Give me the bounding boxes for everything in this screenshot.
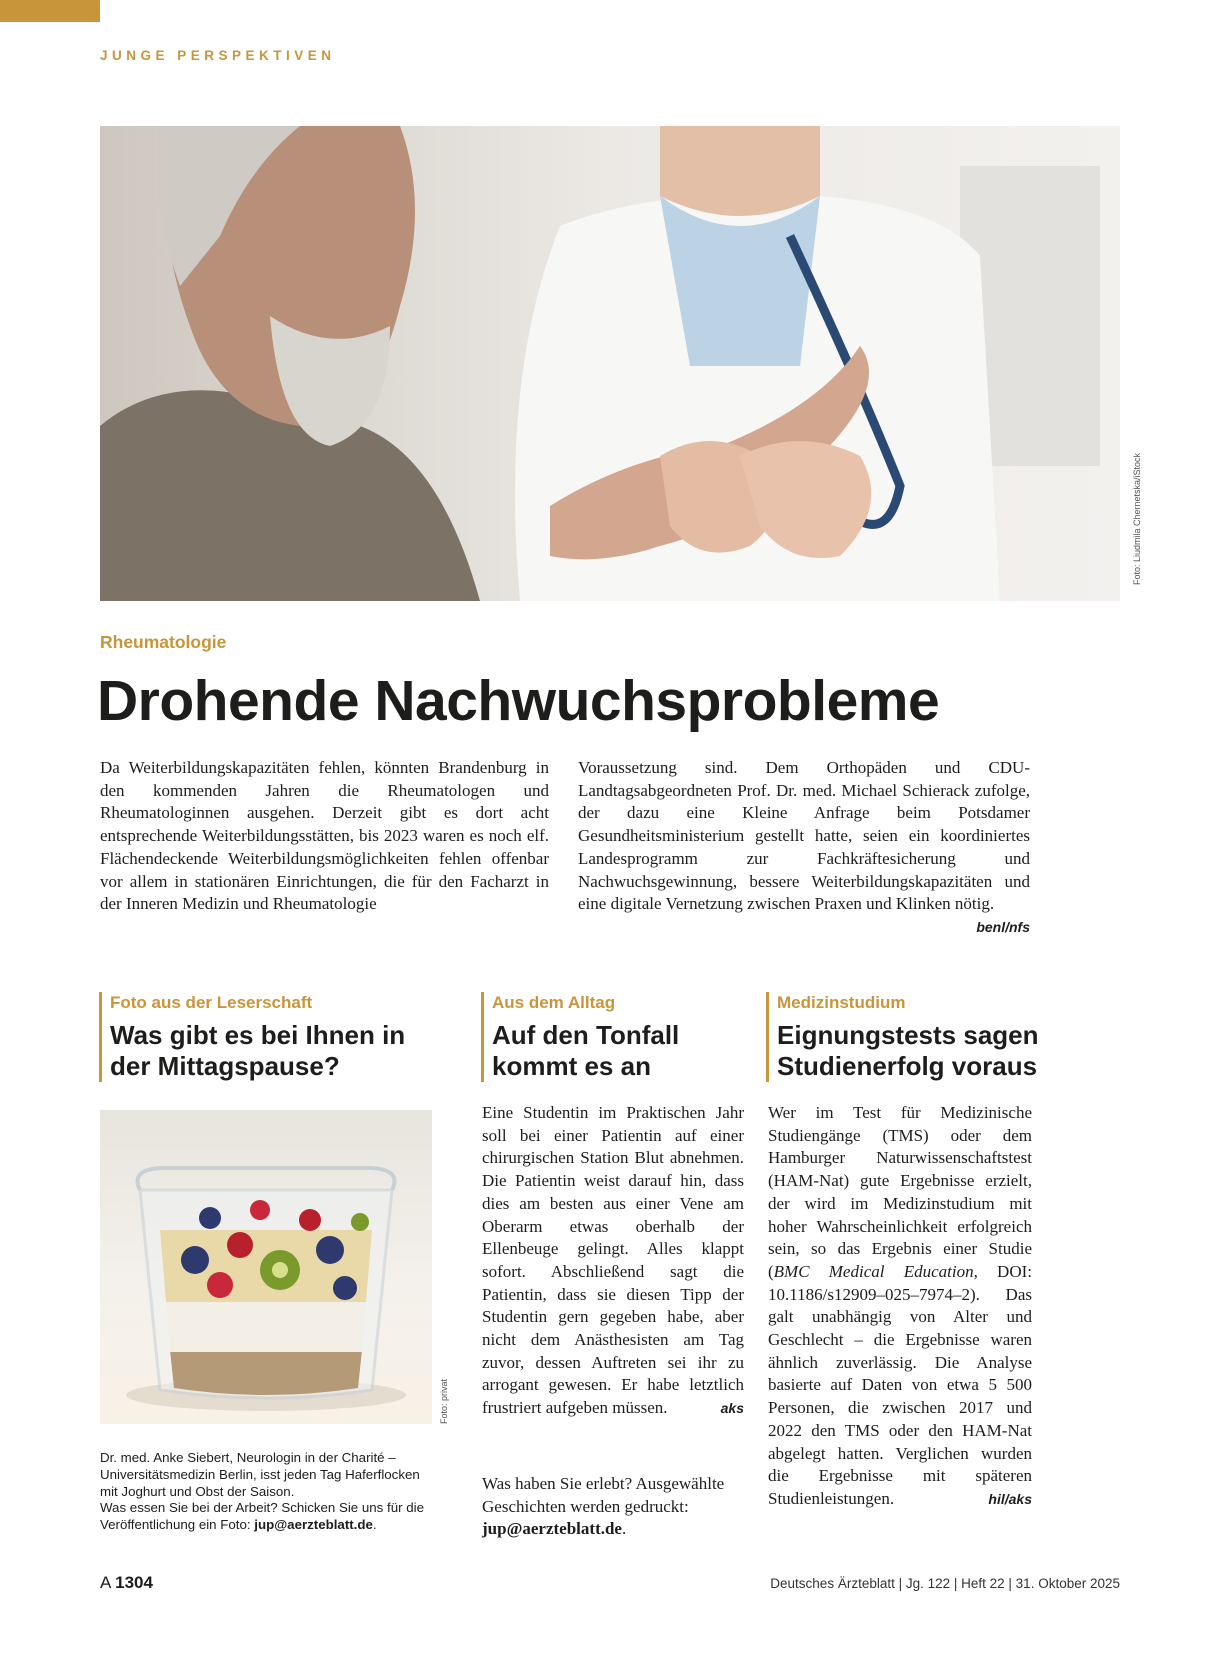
accent-bar (0, 0, 100, 22)
lead-kicker: Rheumatologie (100, 632, 227, 652)
lunch-illustration (100, 1110, 432, 1424)
col-c-title: Eignungstests sagen Studienerfolg voraus (777, 1020, 1039, 1081)
lead-body-col2 (578, 757, 1030, 939)
col-c-body-text-1: Wer im Test für Medizinische Studiengänge (TMS) oder dem Hamburger Naturwissenschaftstest (HAM-Nat) gute Ergebnisse erzielt, der wird im Medizinstudium mit hoher Wahrscheinlichkeit erfolgreich sein, so das Ergebnis einer Studie ( (768, 1103, 1032, 1281)
col-b-kicker: Aus dem Alltag (492, 993, 616, 1012)
caption-email-link[interactable]: jup@aerzteblatt.de (254, 1517, 373, 1533)
page-number (100, 1573, 153, 1593)
col-a-kicker: Foto aus der Leserschaft (110, 993, 313, 1012)
caption-dot: . (372, 1517, 377, 1533)
section-label: JUNGE PERSPEKTIVEN (100, 48, 336, 63)
col-c-kicker: Medizinstudium (777, 993, 906, 1012)
page-prefix: A (100, 1573, 116, 1592)
lunch-caption (100, 1450, 435, 1534)
col-b-cta-text: Was haben Sie erlebt? Ausgewählte Geschichten werden gedruckt: (482, 1474, 725, 1516)
lunch-photo-credit: Foto: privat (439, 1378, 449, 1424)
hero-illustration (100, 126, 1120, 601)
col-c-signature: hil/aks (988, 1490, 1032, 1507)
col-b-signature: aks (720, 1400, 744, 1417)
lead-headline: Drohende Nachwuchsprobleme (97, 669, 940, 733)
col-a-header (99, 992, 445, 1082)
hero-photo-credit: Foto: Liudmila Chernetska/iStock (1132, 452, 1142, 585)
col-c-body-text-2: DOI: 10.1186/s12909–025–7974–2). Das galt unabhängig von Alter und Geschlecht – die Ergebnisse waren ähnlich zuverlässig. Die Analyse basierte auf Daten von etwa 5 500 Personen, die zwischen 2017 und 2022 den TMS oder den HAM-Nat abgelegt hatten. Verglichen wurden die Ergebnisse mit späteren Studienleistungen. (768, 1261, 1032, 1508)
col-b-dot: . (621, 1519, 627, 1539)
caption-text-1: Dr. med. Anke Siebert, Neurologin in der Charité – Universitätsmedizin Berlin, isst jeden Tag Haferflocken mit Joghurt und Obst der Saison. (100, 1450, 420, 1499)
journal-footer: Deutsches Ärzteblatt | Jg. 122 | Heft 22 | 31. Oktober 2025 (770, 1576, 1120, 1591)
lunch-photo (100, 1110, 432, 1424)
col-b-body (482, 1102, 744, 1420)
col-a-title: Was gibt es bei Ihnen in der Mittagspause? (110, 1020, 406, 1081)
col-b-email-link[interactable]: jup@aerzteblatt.de (482, 1519, 622, 1539)
page-number-value: 1304 (115, 1573, 153, 1592)
lead-body-col2-text: Voraussetzung sind. Dem Orthopäden und CDU-Landtagsabgeordneten Prof. Dr. med. Michael Schierack zufolge, der dazu eine Kleine Anfrage beim Potsdamer Gesundheitsministerium gestellt hatte, seien ein koordiniertes Landesprogramm zur Fachkräftesicherung und Nachwuchsgewinnung, bessere Weiterbildungskapazitäten und eine digitale Vernetzung zwischen Praxen und Klinken nötig. (578, 758, 1030, 914)
hero-photo (100, 126, 1120, 601)
col-c-header (766, 992, 1047, 1082)
col-b-header (481, 992, 752, 1082)
col-b-body-text: Eine Studentin im Praktischen Jahr soll bei einer Patientin auf einer chirurgischen Station Blut abnehmen. Die Patientin weist darauf hin, dass dies am besten aus einer Vene am Oberarm etwas oberhalb der Ellenbeuge gelingt. Alles klappt sofort. Abschließend sagt die Patientin, dass sie diesen Tipp der Studentin gern gegeben habe, aber nicht dem Anästhesisten am Tag zuvor, dessen Auftreten sei ihr zu arrogant gewesen. Er habe letztlich frustriert aufgeben müssen. (482, 1103, 744, 1418)
lead-body-col1: Da Weiterbildungskapazitäten fehlen, könnten Brandenburg in den kommenden Jahren die Rheumatologen und Rheumatologinnen ausgehen. Derzeit gibt es dort acht entsprechende Weiterbildungsstätten, bis 2023 waren es noch elf. Flächendeckende Weiterbildungsmöglichkeiten fehlen offenbar vor allem in stationären Einrichtungen, die für den Facharzt in der Inneren Medizin und Rheumatologie (100, 758, 549, 914)
col-b-title: Auf den Tonfall kommt es an (492, 1020, 680, 1081)
col-c-body (768, 1102, 1032, 1511)
lead-signature: benl/nfs (976, 918, 1030, 935)
col-c-journal: BMC Medical Education, (773, 1261, 978, 1281)
caption-text-2: Was essen Sie bei der Arbeit? Schicken Sie uns für die Veröffentlichung ein Foto: (100, 1500, 424, 1533)
col-b-cta (482, 1473, 744, 1541)
